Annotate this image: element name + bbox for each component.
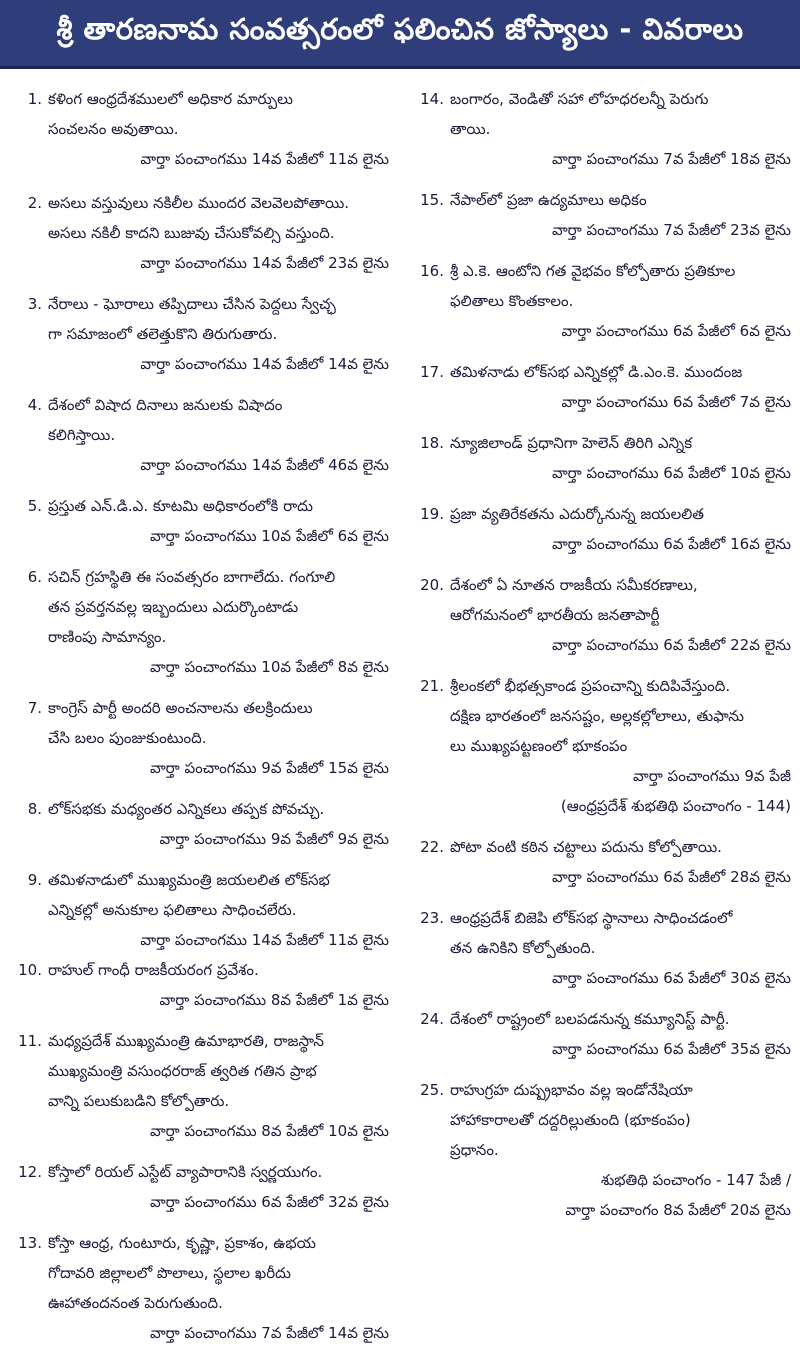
prediction-text: దేశంలో రాష్ట్రంలో బలపడనున్న కమ్యూనిస్ట్ పార్టీ.	[450, 1010, 730, 1028]
prediction-item	[10, 491, 395, 551]
prediction-item	[412, 1004, 797, 1064]
source-reference: వార్తా పంచాంగము 6వ పేజీలో 35వ లైను	[551, 1040, 791, 1058]
source-reference: వార్తా పంచాంగము 14వ పేజీలో 11వ లైను	[140, 931, 389, 949]
prediction-text: తమిళనాడులో ముఖ్యమంత్రి జయలలిత లోక్‌సభ	[48, 871, 330, 889]
prediction-text: బంగారం, వెండితో సహా లోహధరలన్నీ పెరుగు	[450, 90, 709, 108]
source-reference: వార్తా పంచాంగము 6వ పేజీలో 30వ లైను	[551, 969, 791, 987]
item-number: 24.	[420, 1010, 444, 1028]
prediction-text: గా సమాజంలో తలెత్తుకొని తిరుగుతారు.	[48, 325, 278, 343]
prediction-text: రాహుల్ గాంధీ రాజకీయరంగ ప్రవేశం.	[48, 961, 259, 979]
prediction-text: కాంగ్రెస్ పార్టీ అందరి అంచనాలను తలక్రిందులు	[48, 699, 313, 717]
prediction-item	[412, 84, 797, 174]
item-number: 16.	[420, 262, 444, 280]
prediction-text: వాన్ని పలుకుబడిని కోల్పోతారు.	[48, 1092, 230, 1110]
prediction-text: ఫలితాలు కొంతకాలం.	[450, 292, 574, 310]
prediction-text: కోస్తా ఆంధ్ర, గుంటూరు, కృష్ణా, ప్రకాశం, ఉభయ	[48, 1234, 316, 1252]
source-reference: వార్తా పంచాంగము 10వ పేజీలో 6వ లైను	[149, 527, 389, 545]
source-reference: వార్తా పంచాంగము 8వ పేజీలో 10వ లైను	[149, 1122, 389, 1140]
right-column	[412, 84, 797, 1225]
item-number: 18.	[420, 434, 444, 452]
prediction-text: రాహుగ్రహ దుష్ప్రభావం వల్ల ఇండోనేషియా	[450, 1081, 693, 1099]
item-number: 14.	[420, 90, 444, 108]
prediction-text: మధ్యప్రదేశ్ ముఖ్యమంత్రి ఉమాభారతి, రాజస్థాన్	[48, 1032, 324, 1050]
item-number: 1.	[27, 90, 42, 108]
prediction-text: న్యూజిలాండ్ ప్రధానిగా హెలెన్ తిరిగి ఎన్నిక	[450, 434, 693, 452]
prediction-text: కళింగ ఆంధ్రదేశములలో అధికార మార్పులు	[48, 90, 293, 108]
prediction-text: దేశంలో ఏ నూతన రాజకీయ సమీకరణాలు,	[450, 576, 698, 594]
prediction-text: పోటా వంటి కఠిన చట్టాలు పదును కోల్పోతాయి.	[450, 838, 722, 856]
source-reference: వార్తా పంచాంగము 9వ పేజీలో 15వ లైను	[149, 759, 389, 777]
source-reference: వార్తా పంచాంగం 8వ పేజీలో 20వ లైను	[565, 1201, 791, 1219]
prediction-text: కోస్తాలో రియల్ ఎస్టేట్ వ్యాపారానికి స్వర్ణయుగం.	[48, 1163, 323, 1181]
source-reference: వార్తా పంచాంగము 6వ పేజీలో 7వ లైను	[561, 393, 791, 411]
source-reference: వార్తా పంచాంగము 10వ పేజీలో 8వ లైను	[149, 658, 389, 676]
prediction-text: తాయి.	[450, 120, 491, 138]
prediction-item	[10, 188, 395, 278]
item-number: 11.	[18, 1032, 42, 1050]
prediction-item	[10, 1228, 395, 1348]
prediction-text: దేశంలో విషాద దినాలు జనులకు విషాదం	[48, 396, 283, 414]
item-number: 22.	[420, 838, 444, 856]
item-number: 25.	[420, 1081, 444, 1099]
prediction-text: రాణింపు సామాన్యం.	[48, 628, 167, 646]
prediction-text: ఆరోగమనంలో భారతీయ జనతాపార్టీ	[450, 606, 660, 624]
item-number: 3.	[27, 295, 42, 313]
prediction-item	[412, 832, 797, 892]
prediction-text: శ్రీలంకలో భీభత్సకాండ ప్రపంచాన్ని కుదిపివేస్తుంది.	[450, 677, 731, 695]
prediction-item	[412, 671, 797, 821]
prediction-item	[412, 499, 797, 559]
prediction-text: అసలు వస్తువులు నకిలీల ముందర వెలవెలపోతాయి.	[48, 194, 350, 212]
page-title: శ్రీ తారణనామ సంవత్సరంలో ఫలించిన జోస్యాలు - వివరాలు	[56, 12, 744, 46]
prediction-item	[412, 1075, 797, 1225]
item-number: 6.	[27, 568, 42, 586]
source-reference: వార్తా పంచాంగము 6వ పేజీలో 16వ లైను	[551, 535, 791, 553]
item-number: 17.	[420, 363, 444, 381]
source-reference: (ఆంధ్రప్రదేశ్ శుభతిథి పంచాంగం - 144)	[560, 797, 791, 815]
prediction-item	[412, 570, 797, 660]
item-number: 20.	[420, 576, 444, 594]
prediction-item	[10, 865, 395, 955]
source-reference: వార్తా పంచాంగము 7వ పేజీలో 18వ లైను	[551, 150, 791, 168]
prediction-item	[10, 794, 395, 854]
item-number: 21.	[420, 677, 444, 695]
source-reference: వార్తా పంచాంగము 9వ పేజీలో 9వ లైను	[159, 830, 389, 848]
prediction-item	[10, 289, 395, 379]
source-reference: వార్తా పంచాంగము 9వ పేజీ	[633, 767, 791, 785]
item-number: 5.	[27, 497, 42, 515]
source-reference: వార్తా పంచాంగము 6వ పేజీలో 32వ లైను	[149, 1193, 389, 1211]
prediction-item	[10, 390, 395, 480]
source-reference: వార్తా పంచాంగము 6వ పేజీలో 6వ లైను	[561, 322, 791, 340]
prediction-text: ఊహాతందనంత పెరుగుతుంది.	[48, 1294, 223, 1312]
prediction-item	[412, 903, 797, 993]
prediction-text: లు ముఖ్యపట్టణంలో భూకంపం	[450, 737, 628, 755]
item-number: 13.	[18, 1234, 42, 1252]
item-number: 10.	[18, 961, 42, 979]
prediction-item	[10, 1026, 395, 1146]
prediction-item	[10, 84, 395, 174]
prediction-text: దక్షిణ భారతంలో జనసష్టం, అల్లకల్లోలాలు, తుఫాను	[450, 707, 744, 725]
item-number: 2.	[27, 194, 42, 212]
prediction-text: ప్రస్తుత ఎన్.డి.ఎ. కూటమి అధికారంలోకి రాదు	[48, 497, 313, 515]
prediction-text: ప్రజా వ్యతిరేకతను ఎదుర్కోనున్న జయలలిత	[450, 505, 704, 523]
item-number: 4.	[27, 396, 42, 414]
prediction-text: శ్రీ ఎ.కె. ఆంటోని గత వైభవం కోల్పోతారు ప్రతికూల	[450, 262, 736, 280]
prediction-text: లోక్‌సభకు మధ్యంతర ఎన్నికలు తప్పక పోవచ్చు.	[48, 800, 325, 818]
prediction-text: హాహాకారాలతో దద్దరిల్లుతుంది (భూకంపం)	[450, 1111, 691, 1129]
source-reference: వార్తా పంచాంగము 7వ పేజీలో 23వ లైను	[551, 221, 791, 239]
title-banner	[0, 0, 800, 69]
prediction-text: తన ప్రవర్తనవల్ల ఇబ్బందులు ఎదుర్కొంటాడు	[48, 598, 299, 616]
prediction-item	[10, 693, 395, 783]
prediction-text: నేరాలు - ఘోరాలు తప్పిదాలు చేసిన పెద్దలు స్వేచ్ఛ	[48, 295, 336, 313]
source-reference: వార్తా పంచాంగము 6వ పేజీలో 10వ లైను	[551, 464, 791, 482]
source-reference: వార్తా పంచాంగము 14వ పేజీలో 46వ లైను	[140, 456, 389, 474]
prediction-text: సంచలనం అవుతాయి.	[48, 120, 179, 138]
source-reference: వార్తా పంచాంగము 7వ పేజీలో 14వ లైను	[149, 1324, 389, 1342]
prediction-text: సచిన్ గ్రహస్థితి ఈ సంవత్సరం బాగాలేదు. గంగూలి	[48, 568, 336, 586]
source-reference: వార్తా పంచాంగము 14వ పేజీలో 23వ లైను	[140, 254, 389, 272]
prediction-item	[10, 955, 395, 1015]
item-number: 8.	[27, 800, 42, 818]
prediction-item	[10, 562, 395, 682]
item-number: 12.	[18, 1163, 42, 1181]
source-reference: వార్తా పంచాంగము 6వ పేజీలో 22వ లైను	[551, 636, 791, 654]
source-reference: వార్తా పంచాంగము 14వ పేజీలో 14వ లైను	[140, 355, 389, 373]
source-reference: వార్తా పంచాంగము 6వ పేజీలో 28వ లైను	[551, 868, 791, 886]
source-reference: శుభతిథి పంచాంగం - 147 పేజీ /	[600, 1171, 791, 1189]
left-column	[10, 84, 395, 1348]
item-number: 23.	[420, 909, 444, 927]
item-number: 9.	[27, 871, 42, 889]
prediction-text: ప్రధానం.	[450, 1141, 499, 1159]
prediction-item	[412, 428, 797, 488]
prediction-text: ఎన్నికల్లో అనుకూల ఫలితాలు సాధించలేరు.	[48, 901, 297, 919]
source-reference: వార్తా పంచాంగము 14వ పేజీలో 11వ లైను	[140, 150, 389, 168]
prediction-item	[10, 1157, 395, 1217]
prediction-item	[412, 185, 797, 245]
prediction-text: కలిగిస్తాయి.	[48, 426, 116, 444]
prediction-text: గోదావరి జిల్లాలలో పొలాలు, స్థలాల ఖరీదు	[48, 1264, 291, 1282]
source-reference: వార్తా పంచాంగము 8వ పేజీలో 1వ లైను	[159, 991, 389, 1009]
prediction-text: ముఖ్యమంత్రి వసుంధరరాజ్ త్వరిత గతిన ప్రాభ	[48, 1062, 317, 1080]
prediction-text: ఆంధ్రప్రదేశ్ బిజెపి లోక్‌సభ స్థానాలు సాధించడంలో	[450, 909, 733, 927]
item-number: 19.	[420, 505, 444, 523]
prediction-text: తమిళనాడు లోక్‌సభ ఎన్నికల్లో డి.ఎం.కె. ముందంజ	[450, 363, 743, 381]
prediction-text: నేపాల్‌లో ప్రజా ఉద్యమాలు అధికం	[450, 191, 647, 209]
item-number: 15.	[420, 191, 444, 209]
prediction-item	[412, 357, 797, 417]
prediction-text: చేసి బలం పుంజుకుంటుంది.	[48, 729, 207, 747]
prediction-item	[412, 256, 797, 346]
prediction-text: అసలు నకిలీ కాదని బుజువు చేసుకోవల్సి వస్తుంది.	[48, 224, 335, 242]
item-number: 7.	[27, 699, 42, 717]
prediction-text: తన ఉనికిని కోల్పోతుంది.	[450, 939, 596, 957]
